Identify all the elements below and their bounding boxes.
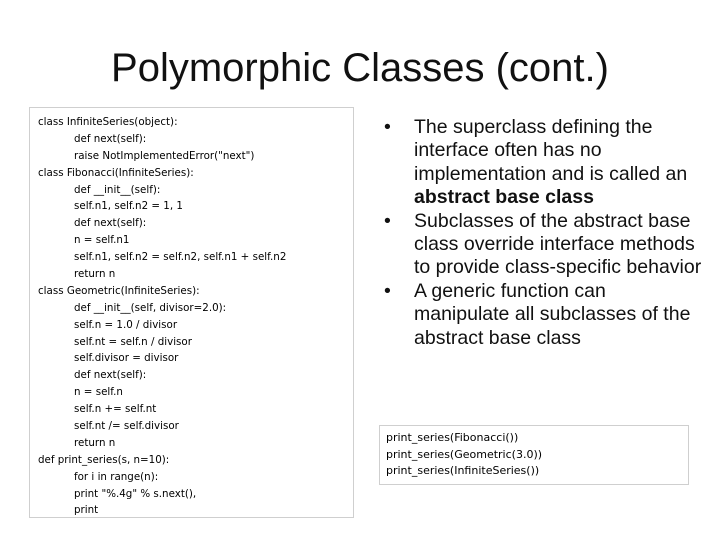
code-line: for i in range(n): [74, 470, 159, 483]
bullet-text: A generic function can manipulate all subclasses of the abstract base class [414, 279, 691, 349]
code-line: class Fibonacci(InfiniteSeries): [38, 166, 194, 179]
code-line: class InfiniteSeries(object): [38, 116, 178, 128]
function-calls-block [379, 425, 689, 485]
code-line: self.nt /= self.divisor [74, 420, 179, 433]
bullet-item [384, 116, 704, 210]
code-line: def next(self): [74, 217, 147, 230]
code-line: class Geometric(InfiniteSeries): [38, 284, 200, 297]
code-line: def __init__(self): [74, 183, 161, 196]
bullet-text: The superclass defining the interface often has no implementation and is called an [414, 116, 688, 185]
function-call-line: print_series(Fibonacci()) [386, 431, 519, 444]
code-line: self.n = 1.0 / divisor [74, 318, 178, 331]
code-line: raise NotImplementedError("next") [74, 149, 255, 162]
code-line: n = self.n1 [74, 234, 130, 247]
code-line: def __init__(self, divisor=2.0): [74, 301, 227, 314]
bullet-icon: • [384, 209, 391, 232]
code-line: print [74, 504, 99, 517]
code-line: def next(self): [74, 132, 147, 145]
code-line: self.divisor = divisor [74, 352, 179, 365]
bullet-text: Subclasses of the abstract base class override interface methods to provide class-specific behavior [414, 209, 702, 279]
code-line: n = self.n [74, 386, 123, 399]
bullet-list [384, 116, 704, 350]
bullet-item [384, 210, 704, 280]
bullet-icon: • [384, 279, 391, 302]
code-line: self.n1, self.n2 = 1, 1 [74, 200, 183, 213]
code-line: return n [74, 436, 116, 449]
code-line: def print_series(s, n=10): [38, 453, 170, 466]
bullet-icon: • [384, 116, 391, 138]
bullet-bold-term: abstract base class [414, 186, 594, 209]
bullet-item [384, 280, 704, 350]
code-line: self.nt = self.n / divisor [74, 335, 192, 348]
code-line: print "%.4g" % s.next(), [74, 487, 197, 500]
code-line: self.n += self.nt [74, 403, 157, 416]
code-block [29, 107, 354, 518]
code-line: def next(self): [74, 369, 147, 382]
code-line: self.n1, self.n2 = self.n2, self.n1 + self.n2 [74, 251, 287, 264]
code-line: return n [74, 268, 116, 281]
slide-title: Polymorphic Classes (cont.) [111, 46, 609, 90]
function-call-line: print_series(Geometric(3.0)) [386, 447, 543, 461]
function-call-line: print_series(InfiniteSeries()) [386, 464, 540, 477]
